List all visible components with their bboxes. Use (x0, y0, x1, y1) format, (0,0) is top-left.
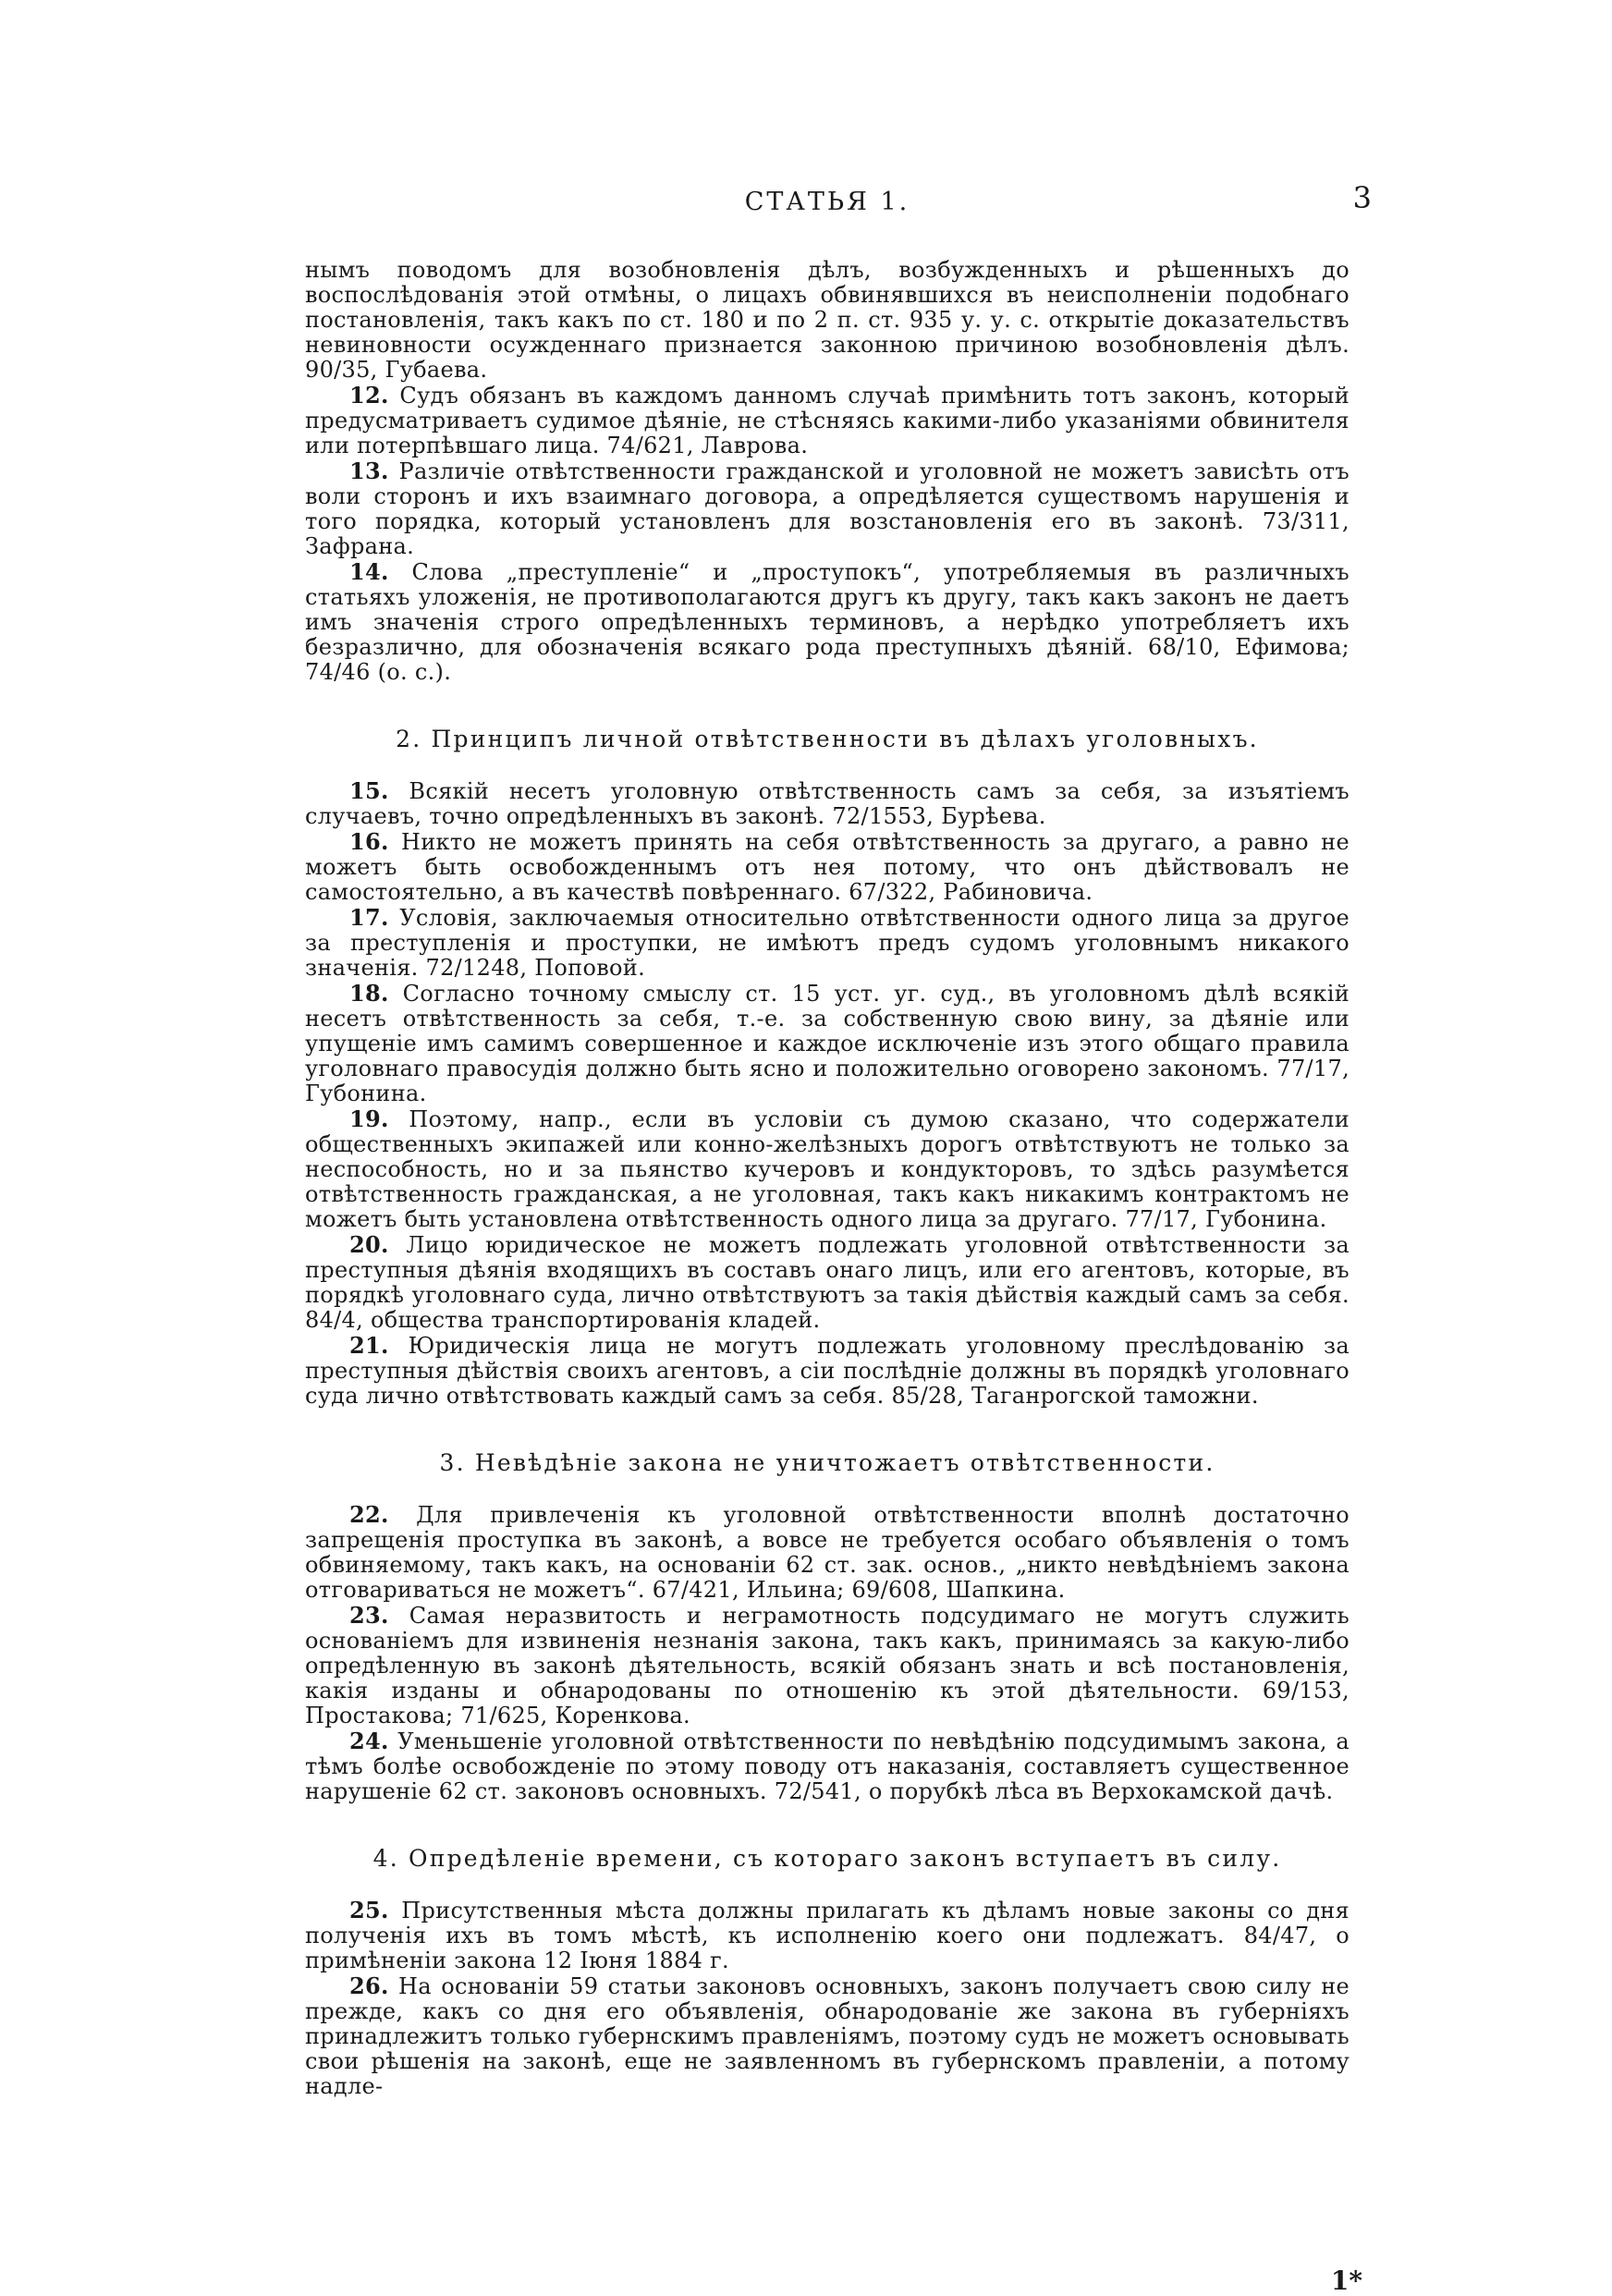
paragraph-16 (305, 829, 1349, 905)
paragraph-22 (305, 1502, 1349, 1603)
paragraph-number: 23. (349, 1602, 389, 1629)
paragraph-number: 26. (349, 1972, 389, 1999)
running-head (305, 180, 1372, 226)
paragraph-number: 17. (349, 904, 389, 931)
paragraph-26 (305, 1973, 1349, 2099)
paragraph-21 (305, 1333, 1349, 1409)
paragraph-18 (305, 981, 1349, 1106)
running-head-title: СТАТЬЯ 1. (744, 188, 910, 216)
paragraph-text: Присутственныя мѣста должны прилагать къ дѣламъ новые законы со дня полученія ихъ въ томъ мѣстѣ, къ исполненію коего они подлежатъ. 84/47, о примѣненіи закона 12 Іюня 1884 г. (305, 1898, 1349, 1973)
page-number: 3 (1352, 180, 1372, 215)
paragraph-12 (305, 383, 1349, 458)
paragraph-number: 12. (349, 382, 389, 409)
section-heading-4: 4. Опредѣленіе времени, съ котораго законъ вступаетъ въ силу. (372, 1845, 1282, 1872)
paragraph-text: Для привлеченія къ уголовной отвѣтственности вполнѣ достаточно запрещенія проступка въ законѣ, а вовсе не требуется особаго объявленія о томъ обвиняемому, такъ какъ, на основаніи 62 ст. зак. основ., „никто невѣдѣніемъ закона отговариваться не можетъ“. 67/421, Ильина; 69/608, Шапкина. (305, 1502, 1349, 1603)
paragraph-text: Различіе отвѣтственности гражданской и уголовной не можетъ зависѣть отъ воли сторонъ и ихъ взаимнаго договора, а опредѣляется существомъ нарушенія и того порядка, который установленъ для возстановленія его въ законѣ. 73/311, Зафрана. (305, 458, 1349, 559)
paragraph-14 (305, 559, 1349, 685)
paragraph-19 (305, 1106, 1349, 1232)
paragraph-25 (305, 1898, 1349, 1973)
paragraph-text: Слова „преступленіе“ и „проступокъ“, употребляемыя въ различныхъ статьяхъ уложенія, не противополагаются другъ къ другу, такъ какъ законъ не даетъ имъ значенія строго опредѣленныхъ терминовъ, а нерѣдко употребляетъ ихъ безразлично, для обозначенія всякаго рода преступныхъ дѣяній. 68/10, Ефимова; 74/46 (о. с.). (305, 559, 1349, 685)
paragraph-text: Никто не можетъ принять на себя отвѣтственность за другаго, а равно не можетъ быть освобожденнымъ отъ нея потому, что онъ дѣйствовалъ не самостоятельно, а въ качествѣ повѣреннаго. 67/322, Рабиновича. (305, 829, 1349, 905)
section-heading-2: 2. Принципъ личной отвѣтственности въ дѣлахъ уголовныхъ. (396, 726, 1259, 752)
paragraph-text: нымъ поводомъ для возобновленія дѣлъ, возбужденныхъ и рѣшенныхъ до воспослѣдованія этой отмѣны, о лицахъ обвинявшихся въ неисполненіи подобнаго постановленія, такъ какъ по ст. 180 и по 2 п. ст. 935 у. у. с. открытіе доказательствъ невиновности осужденнаго признается законною причиною возобновленія дѣлъ. 90/35, Губаева. (305, 257, 1349, 383)
paragraph-text: Согласно точному смыслу ст. 15 уст. уг. суд., въ уголовномъ дѣлѣ всякій несетъ отвѣтственность за себя, т.-е. за собственную свою вину, за дѣяніе или упущеніе имъ самимъ совершенное и каждое исключеніе изъ этого общаго правила уголовнаго правосудія должно быть ясно и положительно оговорено закономъ. 77/17, Губонина. (305, 981, 1349, 1106)
paragraph-20 (305, 1232, 1349, 1333)
paragraph-number: 21. (349, 1332, 389, 1359)
paragraph-text: Судъ обязанъ въ каждомъ данномъ случаѣ примѣнить тотъ законъ, который предусматриваетъ судимое дѣяніе, не стѣсняясь какими-либо указаніями обвинителя или потерпѣвшаго лица. 74/621, Лаврова. (305, 383, 1349, 458)
paragraph-text: Поэтому, напр., если въ условіи съ думою сказано, что содержатели общественныхъ экипажей или конно-желѣзныхъ дорогъ отвѣтствуютъ не только за неспособность, но и за пьянство кучеровъ и кондукторовъ, то здѣсь разумѣется отвѣтственность гражданская, а не уголовная, такъ какъ никакимъ контрактомъ не можетъ быть установлена отвѣтственность одного лица за другаго. 77/17, Губонина. (305, 1106, 1349, 1232)
paragraph-text: Самая неразвитость и неграмотность подсудимаго не могутъ служить основаніемъ для извиненія незнанія закона, такъ какъ, принимаясь за какую-либо опредѣленную въ законѣ дѣятельность, всякій обязанъ знать и всѣ постановленія, какія изданы и обнародованы по отношенію къ этой дѣятельности. 69/153, Простакова; 71/625, Коренкова. (305, 1603, 1349, 1728)
section-heading-3: 3. Невѣдѣніе закона не уничтожаетъ отвѣтственности. (439, 1449, 1215, 1476)
paragraph-continued (305, 258, 1349, 383)
paragraph-number: 20. (349, 1231, 389, 1258)
paragraph-17 (305, 905, 1349, 981)
paragraph-24 (305, 1728, 1349, 1804)
paragraph-text: Юридическія лица не могутъ подлежать уголовному преслѣдованію за преступныя дѣйствія своихъ агентовъ, а сіи послѣдніе должны въ порядкѣ уголовнаго суда лично отвѣтствовать каждый самъ за себя. 85/28, Таганрогской таможни. (305, 1333, 1349, 1409)
paragraph-number: 19. (349, 1105, 389, 1132)
paragraph-number: 22. (349, 1501, 389, 1528)
paragraph-text: Лицо юридическое не можетъ подлежать уголовной отвѣтственности за преступныя дѣянія входящихъ въ составъ онаго лицъ, или его агентовъ, которые, въ порядкѣ уголовнаго суда, лично отвѣтствуютъ за такія дѣйствія каждый самъ за себя. 84/4, общества транспортированія кладей. (305, 1232, 1349, 1333)
paragraph-number: 15. (349, 777, 389, 804)
paragraph-number: 18. (349, 980, 389, 1007)
book-page (305, 180, 1372, 2296)
paragraph-text: Условія, заключаемыя относительно отвѣтственности одного лица за другое за преступленія и проступки, не имѣютъ предъ судомъ уголовнымъ никакого значенія. 72/1248, Поповой. (305, 905, 1349, 981)
paragraph-text: Всякій несетъ уголовную отвѣтственность самъ за себя, за изъятіемъ случаевъ, точно опредѣленныхъ въ законѣ. 72/1553, Бурѣева. (305, 778, 1349, 829)
paragraph-13 (305, 458, 1349, 559)
paragraph-number: 24. (349, 1728, 389, 1754)
paragraph-15 (305, 778, 1349, 829)
paragraph-number: 14. (349, 558, 389, 585)
paragraph-text: Уменьшеніе уголовной отвѣтственности по невѣдѣнію подсудимымъ закона, а тѣмъ болѣе освобожденіе по этому поводу отъ наказанія, составляетъ существенное нарушеніе 62 ст. законовъ основныхъ. 72/541, о порубкѣ лѣса въ Верхокамской дачѣ. (305, 1728, 1349, 1804)
paragraph-text: На основаніи 59 статьи законовъ основныхъ, законъ получаетъ свою силу не прежде, какъ со дня его объявленія, обнародованіе же закона въ губерніяхъ принадлежитъ только губернскимъ правленіямъ, поэтому судъ не можетъ основывать свои рѣшенія на законѣ, еще не заявленномъ въ губернскомъ правленіи, а потому надле- (305, 1973, 1349, 2099)
paragraph-number: 25. (349, 1897, 389, 1924)
paragraph-number: 16. (349, 828, 389, 855)
signature-mark: 1* (1330, 2265, 1362, 2296)
paragraph-23 (305, 1603, 1349, 1728)
paragraph-number: 13. (349, 458, 389, 484)
